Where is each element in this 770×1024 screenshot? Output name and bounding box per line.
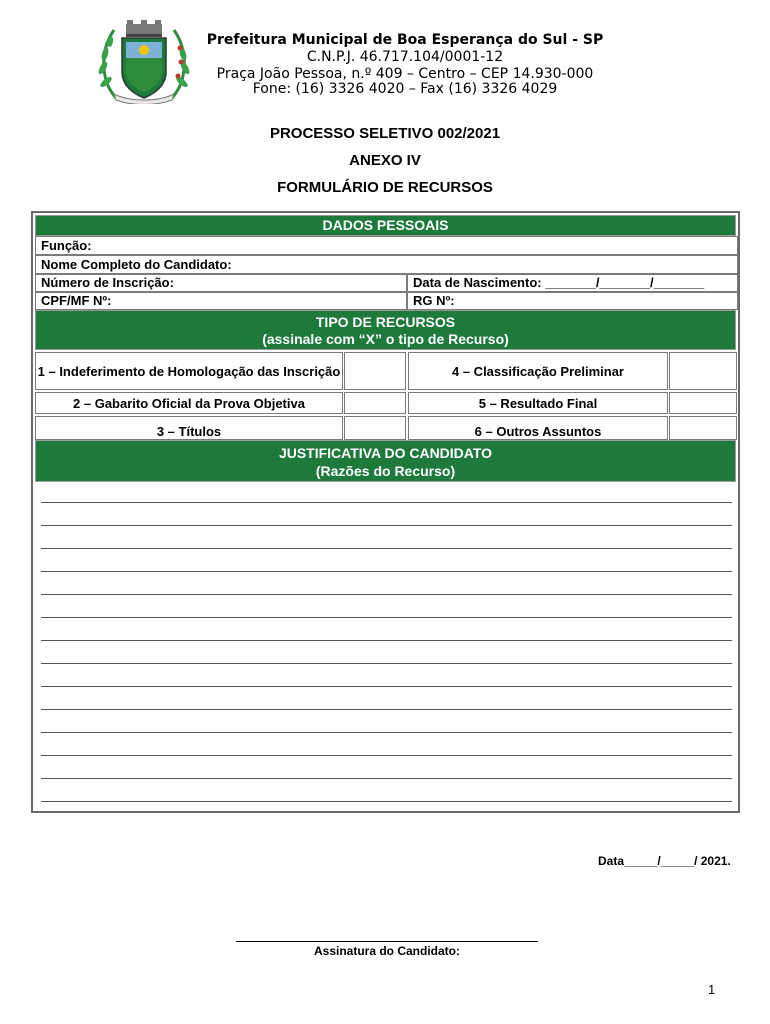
justification-line — [41, 663, 732, 664]
signature-line[interactable] — [236, 941, 538, 942]
appeal-option-1-label: 1 – Indeferimento de Homologação das Inscrição — [35, 352, 343, 390]
justification-line — [41, 640, 732, 641]
justification-line — [41, 709, 732, 710]
justification-line — [41, 686, 732, 687]
justification-heading — [35, 440, 736, 482]
process-title: PROCESSO SELETIVO 002/2021 — [269, 125, 501, 142]
personal-data-heading — [35, 215, 736, 236]
funcao-field[interactable]: Função: — [35, 236, 738, 255]
justification-text-area[interactable] — [33, 482, 738, 811]
appeal-option-3-label: 3 – Títulos — [35, 416, 343, 440]
date-field[interactable]: Data_____/_____/ 2021. — [598, 854, 731, 868]
justification-line — [41, 502, 732, 503]
appeal-option-3-checkbox[interactable] — [344, 416, 406, 440]
justification-line — [41, 571, 732, 572]
justification-line — [41, 778, 732, 779]
appeal-option-6-label: 6 – Outros Assuntos — [408, 416, 668, 440]
annex-title: ANEXO IV — [349, 152, 421, 169]
appeal-option-2-label: 2 – Gabarito Oficial da Prova Objetiva — [35, 392, 343, 414]
form-title: FORMULÁRIO DE RECURSOS — [277, 179, 493, 196]
birth-date-field[interactable]: Data de Nascimento: _______/_______/_______ — [407, 274, 738, 292]
appeal-option-5-checkbox[interactable] — [669, 392, 737, 414]
justification-line — [41, 525, 732, 526]
justification-line — [41, 755, 732, 756]
rg-field[interactable]: RG Nº: — [407, 292, 738, 310]
appeal-option-4-label: 4 – Classificação Preliminar — [408, 352, 668, 390]
cpf-field[interactable]: CPF/MF Nº: — [35, 292, 407, 310]
appeal-option-5-label: 5 – Resultado Final — [408, 392, 668, 414]
justification-line — [41, 617, 732, 618]
justification-heading-text: JUSTIFICATIVA DO CANDIDATO — [278, 445, 493, 461]
registration-number-field[interactable]: Número de Inscrição: — [35, 274, 407, 292]
org-phone: Fone: (16) 3326 4020 – Fax (16) 3326 4029 — [252, 81, 558, 97]
justification-line — [41, 594, 732, 595]
appeal-type-instruction: (assinale com “X” o tipo de Recurso) — [262, 331, 509, 347]
appeal-option-4-checkbox[interactable] — [669, 352, 737, 390]
appeal-type-heading-text: TIPO DE RECURSOS — [315, 314, 456, 330]
org-address: Praça João Pessoa, n.º 409 – Centro – CEP 14.930-000 — [216, 66, 594, 82]
appeal-option-6-checkbox[interactable] — [669, 416, 737, 440]
personal-data-heading-text: DADOS PESSOAIS — [322, 217, 449, 233]
org-cnpj: C.N.P.J. 46.717.104/0001-12 — [306, 49, 504, 65]
appeal-option-1-checkbox[interactable] — [344, 352, 406, 390]
justification-line — [41, 548, 732, 549]
justification-subheading: (Razões do Recurso) — [315, 463, 456, 479]
appeal-form — [31, 211, 740, 813]
justification-line — [41, 732, 732, 733]
full-name-field[interactable]: Nome Completo do Candidato: — [35, 255, 738, 274]
justification-line — [41, 801, 732, 802]
signature-label: Assinatura do Candidato: — [313, 944, 460, 958]
appeal-option-2-checkbox[interactable] — [344, 392, 406, 414]
page-number: 1 — [708, 982, 716, 997]
org-name: Prefeitura Municipal de Boa Esperança do Sul - SP — [206, 32, 604, 48]
appeal-type-heading — [35, 310, 736, 350]
